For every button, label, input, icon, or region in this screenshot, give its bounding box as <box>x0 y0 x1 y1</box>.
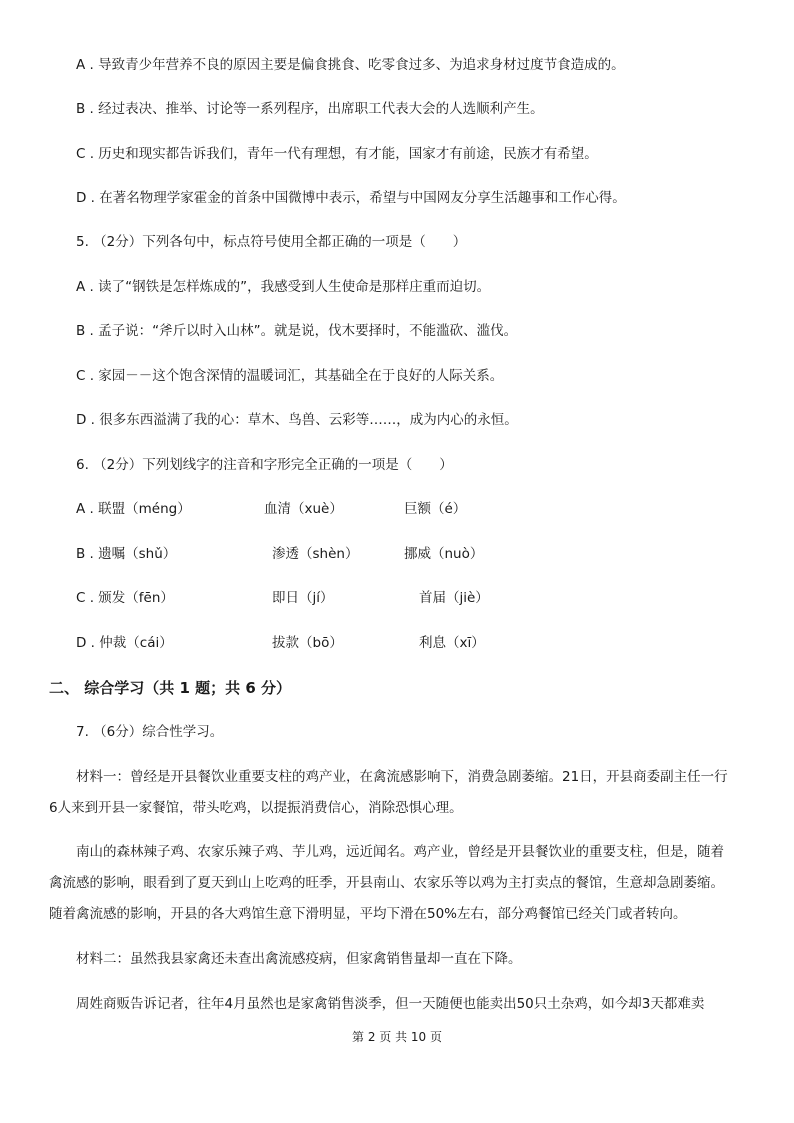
page-footer: 第 2 页 共 10 页 <box>352 1030 442 1044</box>
q5-option-a: A . 读了“钢铁是怎样炼成的”，我感受到人生使命是那样庄重而迫切。 <box>76 279 491 295</box>
q6-c-word3: 首届（jiè） <box>419 590 489 606</box>
q6-d-word2: 拔款（bō） <box>272 635 343 651</box>
q6-d-word1: D . 仲裁（cái） <box>76 635 173 651</box>
q4-option-d: D . 在著名物理学家霍金的首条中国微博中表示，希望与中国网友分享生活趣事和工作心得。 <box>76 190 626 206</box>
q6-b-word2: 渗透（shèn） <box>272 546 359 562</box>
material-2-line: 材料二：虽然我县家禽还未查出禽流感疫病，但家禽销售量却一直在下降。 <box>76 951 522 967</box>
paragraph-2-line-2: 禽流感的影响，眼看到了夏天到山上吃鸡的旺季，开县南山、农家乐等以鸡为主打卖点的餐馆，生意却急剧萎缩。 <box>49 875 724 891</box>
q6-d-word3: 利息（xī） <box>419 635 485 651</box>
q5-option-c: C . 家园－－这个饱含深情的温暖词汇，其基础全在于良好的人际关系。 <box>76 368 504 384</box>
paragraph-2-line-3: 随着禽流感的影响，开县的各大鸡馆生意下滑明显，平均下滑在50%左右，部分鸡餐馆已经关门或者转向。 <box>49 906 687 922</box>
q5-option-d: D . 很多东西溢满了我的心：草木、鸟兽、云彩等……，成为内心的永恒。 <box>76 412 518 428</box>
q6-b-word1: B . 遗嘱（shǔ） <box>76 546 177 562</box>
q4-option-c: C . 历史和现实都告诉我们，青年一代有理想，有才能，国家才有前途，民族才有希望。 <box>76 146 598 162</box>
q6-stem: 6. （2分）下列划线字的注音和字形完全正确的一项是（ ） <box>76 457 453 473</box>
material-1-line-1: 材料一：曾经是开县餐饮业重要支柱的鸡产业，在禽流感影响下，消费急剧萎缩。21日，开县商委副主任一行 <box>76 769 728 785</box>
q6-a-word3: 巨额（é） <box>404 501 467 517</box>
section-2-heading: 二、 综合学习（共 1 题；共 6 分） <box>49 679 291 697</box>
paragraph-2-line-1: 南山的森林辣子鸡、农家乐辣子鸡、芋儿鸡，远近闻名。鸡产业，曾经是开县餐饮业的重要支柱，但是，随着 <box>76 844 724 860</box>
q5-stem: 5. （2分）下列各句中，标点符号使用全都正确的一项是（ ） <box>76 234 467 250</box>
q7-stem: 7. （6分）综合性学习。 <box>76 724 224 740</box>
q6-c-word2: 即日（jí） <box>272 590 334 606</box>
q6-a-word2: 血清（xuè） <box>264 501 343 517</box>
q4-option-a: A . 导致青少年营养不良的原因主要是偏食挑食、吃零食过多、为追求身材过度节食造成的。 <box>76 57 625 73</box>
q5-option-b: B . 孟子说：“斧斤以时入山林”。就是说，伐木要择时，不能滥砍、滥伐。 <box>76 323 518 339</box>
q6-a-word1: A . 联盟（méng） <box>76 501 191 517</box>
q6-c-word1: C . 颁发（fēn） <box>76 590 174 606</box>
paragraph-4-line-1: 周姓商贩告诉记者，往年4月虽然也是家禽销售淡季，但一天随便也能卖出50只土杂鸡，如今却3天都难卖 <box>76 996 705 1012</box>
q4-option-b: B . 经过表决、推举、讨论等一系列程序，出席职工代表大会的人选顺利产生。 <box>76 101 544 117</box>
material-1-line-2: 6人来到开县一家餐馆，带头吃鸡，以提振消费信心，消除恐惧心理。 <box>49 800 463 816</box>
q6-b-word3: 挪威（nuò） <box>404 546 484 562</box>
